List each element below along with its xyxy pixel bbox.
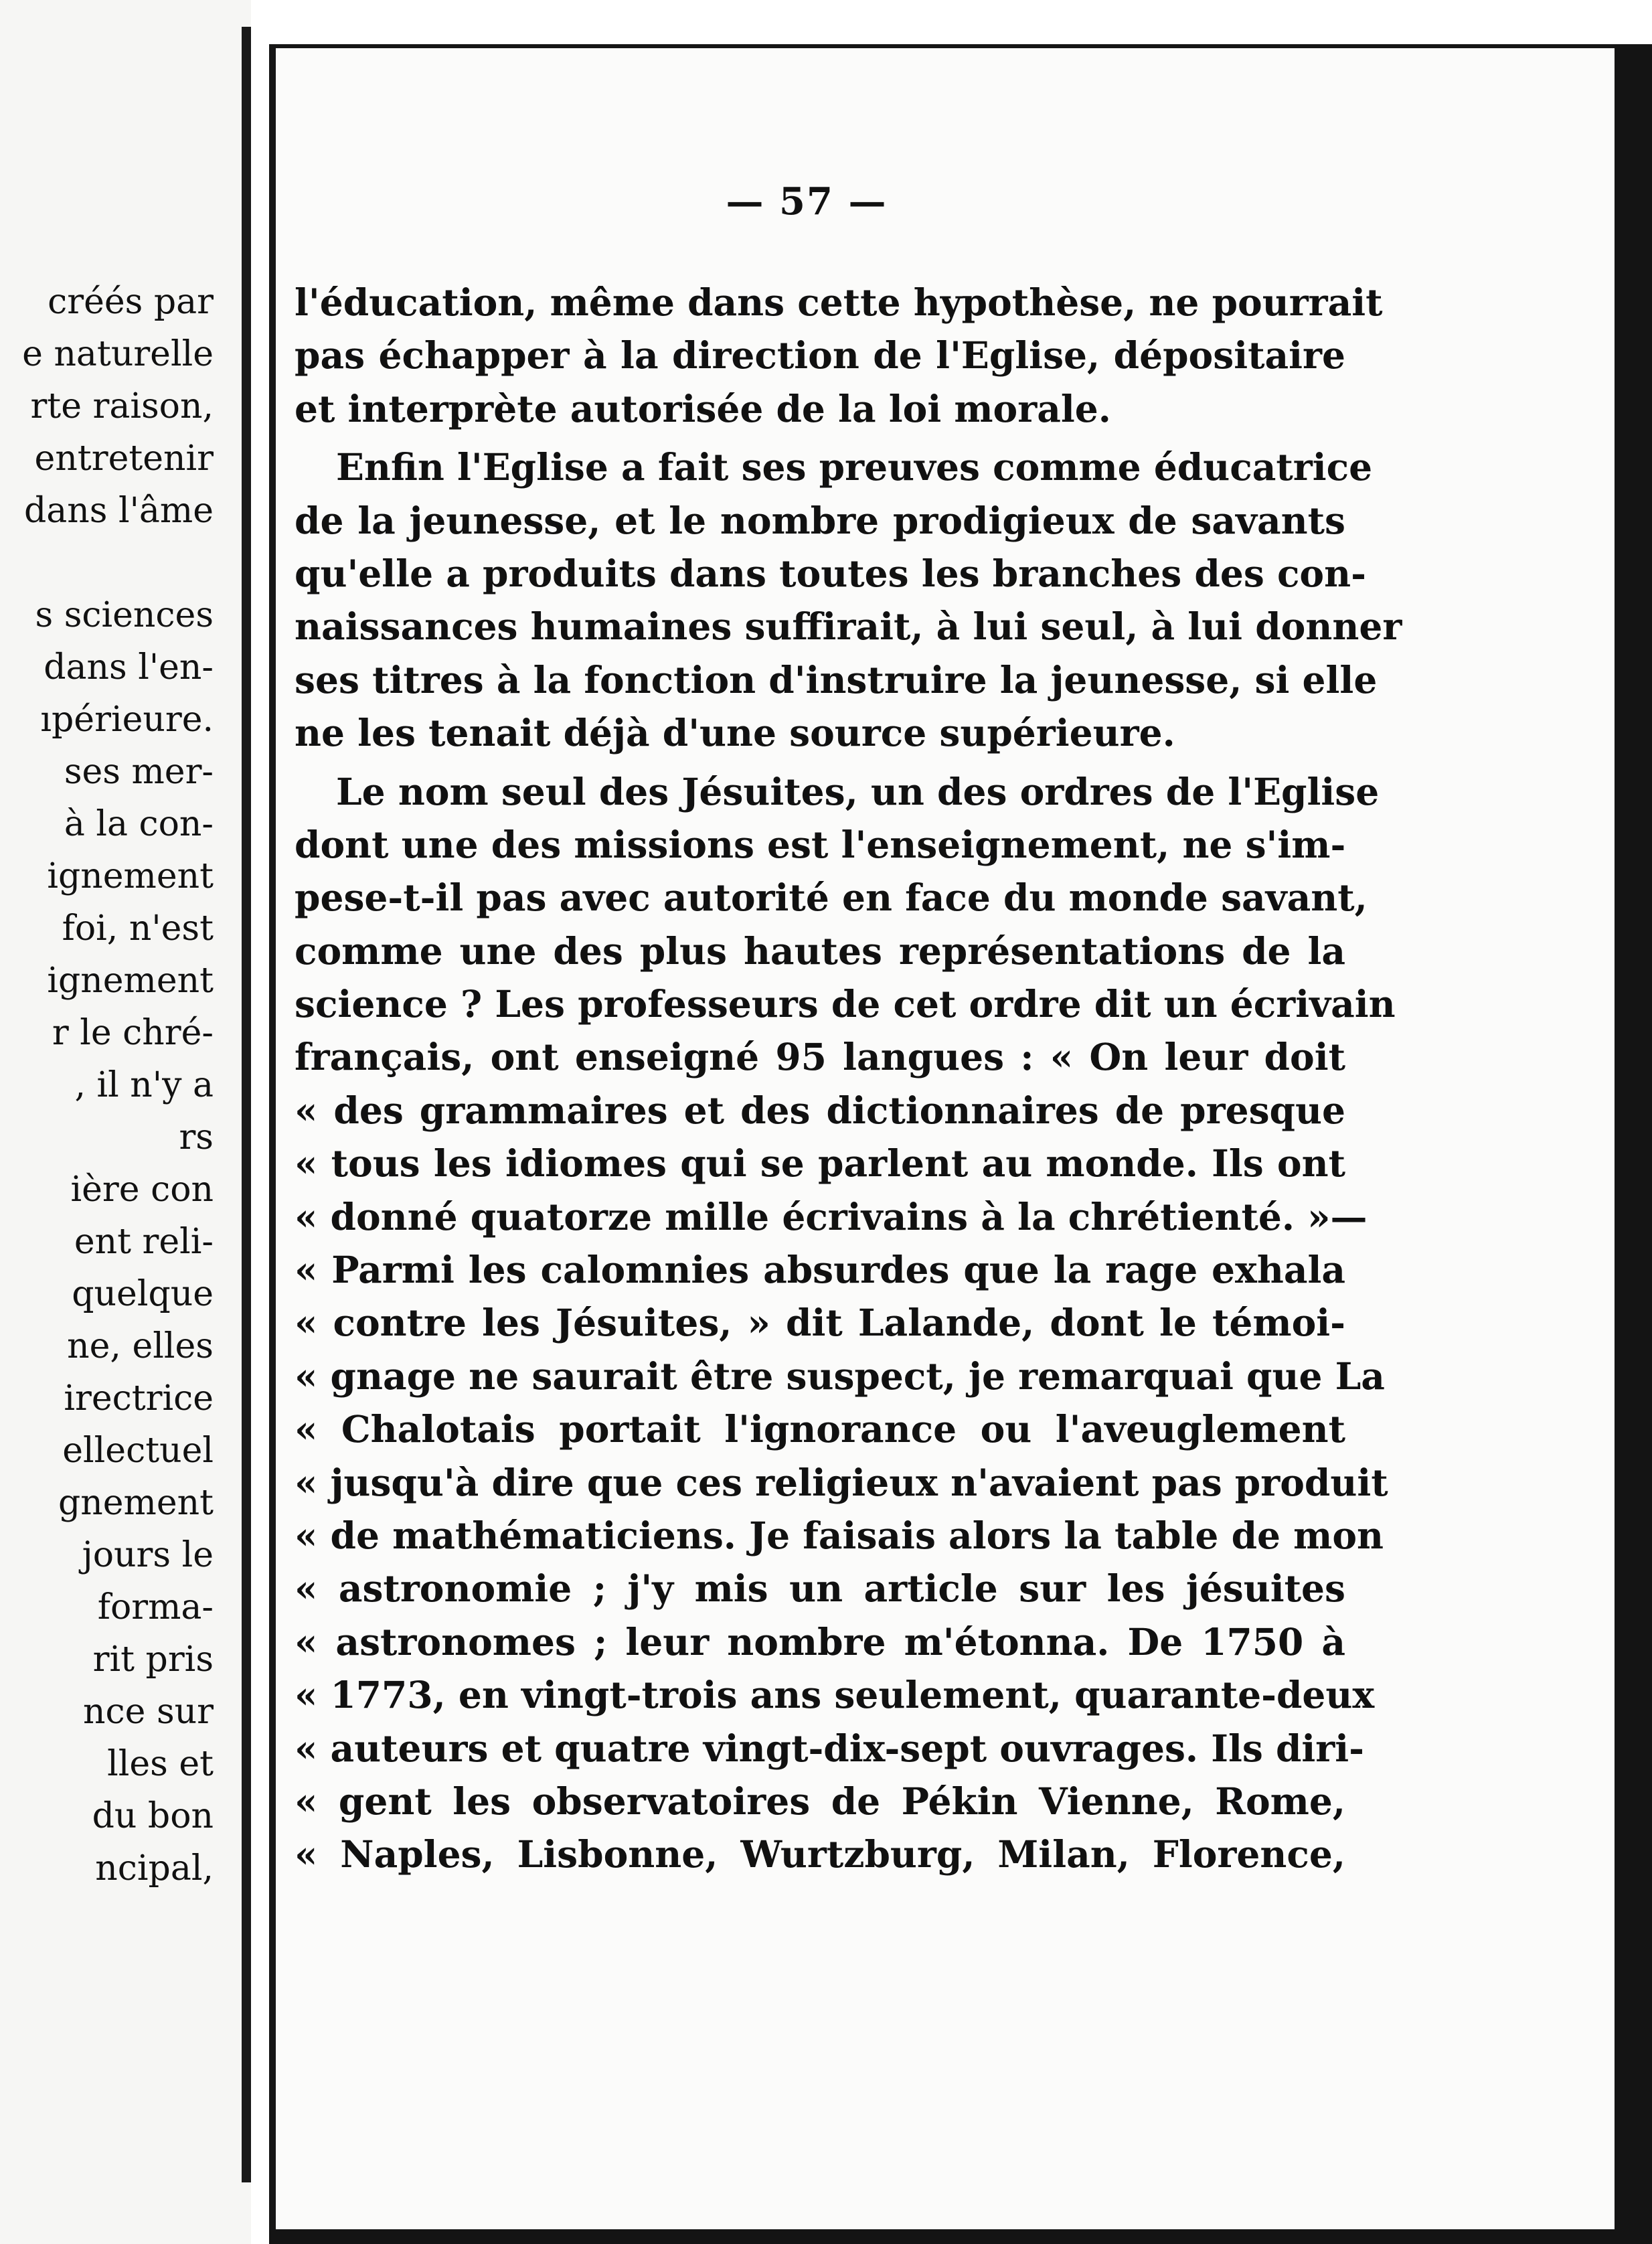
text-line: « auteurs et quatre vingt-dix-sept ouvrages. Ils diri- <box>295 1726 1365 1770</box>
text-line: ne les tenait déjà d'une source supérieure. <box>295 711 1175 755</box>
text-line: « contre les Jésuites, » dit Lalande, dont le témoi- <box>295 1301 1345 1345</box>
left-line: du bon <box>92 1796 214 1836</box>
text-line: qu'elle a produits dans toutes les branches des con- <box>295 551 1366 595</box>
left-line: r le chré- <box>52 1013 214 1053</box>
left-page-text <box>0 276 214 1895</box>
left-line: ignement <box>47 961 214 1001</box>
left-line: ıpérieure. <box>40 700 214 740</box>
text-line: pese-t-il pas avec autorité en face du monde savant, <box>295 876 1368 920</box>
left-line: ière con <box>70 1170 214 1210</box>
left-line: gnement <box>58 1483 214 1523</box>
left-line <box>0 537 214 589</box>
text-line: de la jeunesse, et le nombre prodigieux de savants <box>295 498 1345 542</box>
left-line: irectrice <box>64 1378 214 1419</box>
left-line: ses mer- <box>64 752 214 792</box>
left-line: ncipal, <box>95 1848 214 1889</box>
text-line: « jusqu'à dire que ces religieux n'avaient pas produit <box>295 1460 1388 1504</box>
text-line: « astronomie ; j'y mis un article sur les jésuites <box>295 1567 1345 1611</box>
text-line: et interprète autorisée de la loi morale. <box>295 386 1111 430</box>
left-line: foi, n'est <box>62 908 214 949</box>
text-line: dont une des missions est l'enseignement, ne s'im- <box>295 822 1346 866</box>
left-page-edge <box>242 27 251 2182</box>
left-line: ellectuel <box>62 1431 214 1471</box>
left-line: rit pris <box>92 1639 214 1680</box>
page-number: — 57 — <box>726 179 888 224</box>
text-line: Le nom seul des Jésuites, un des ordres de l'Eglise <box>336 769 1380 813</box>
text-line: « Parmi les calomnies absurdes que la rage exhala <box>295 1248 1345 1292</box>
left-line: créés par <box>48 282 214 322</box>
text-line: comme une des plus hautes représentations de la <box>295 929 1345 973</box>
left-line: , il n'y a <box>74 1065 214 1105</box>
book-gutter <box>251 0 271 2244</box>
left-line: dans l'âme <box>23 491 214 531</box>
text-line: « gent les observatoires de Pékin Vienne, Rome, <box>295 1779 1345 1823</box>
text-line: « donné quatorze mille écrivains à la chrétienté. »— <box>295 1194 1368 1238</box>
text-line: français, ont enseigné 95 langues : « On leur doit <box>295 1035 1345 1079</box>
left-line: ignement <box>47 856 214 896</box>
left-line: ent reli- <box>74 1222 214 1262</box>
text-line: « 1773, en vingt-trois ans seulement, quarante-deux <box>295 1673 1375 1717</box>
text-line: naissances humaines suffirait, à lui seul, à lui donner <box>295 605 1402 649</box>
text-line: « Chalotais portait l'ignorance ou l'aveuglement <box>295 1407 1345 1451</box>
text-line: « de mathématiciens. Je faisais alors la table de mon <box>295 1513 1384 1557</box>
left-line: e naturelle <box>22 334 214 374</box>
body-text <box>295 276 1402 1881</box>
text-line: ses titres à la fonction d'instruire la jeunesse, si elle <box>295 657 1378 702</box>
left-line: ne, elles <box>67 1326 214 1366</box>
text-line: « des grammaires et des dictionnaires de presque <box>295 1088 1345 1132</box>
text-line: pas échapper à la direction de l'Eglise, dépositaire <box>295 333 1345 378</box>
left-line: nce sur <box>83 1692 214 1732</box>
left-line: jours le <box>82 1535 214 1575</box>
left-line: entretenir <box>34 438 214 479</box>
left-line: forma- <box>97 1587 214 1627</box>
text-line: « astronomes ; leur nombre m'étonna. De 1750 à <box>295 1619 1345 1664</box>
right-page-edge <box>1615 44 1652 2233</box>
left-line: rte raison, <box>30 386 214 426</box>
text-line: « Naples, Lisbonne, Wurtzburg, Milan, Florence, <box>295 1832 1345 1876</box>
left-line: dans l'en- <box>44 647 214 688</box>
left-line: s sciences <box>35 595 214 635</box>
left-line: quelque <box>72 1274 214 1314</box>
text-line: science ? Les professeurs de cet ordre dit un écrivain <box>295 982 1396 1026</box>
left-line: lles et <box>107 1744 214 1784</box>
bottom-page-edge <box>269 2229 1652 2244</box>
text-line: l'éducation, même dans cette hypothèse, ne pourrait <box>295 280 1383 324</box>
left-facing-page <box>0 0 251 2244</box>
text-line: « gnage ne saurait être suspect, je remarquai que La <box>295 1354 1385 1398</box>
text-line: Enfin l'Eglise a fait ses preuves comme éducatrice <box>336 445 1373 489</box>
left-line: rs <box>179 1117 214 1157</box>
left-line: à la con- <box>64 804 214 844</box>
text-line: « tous les idiomes qui se parlent au monde. Ils ont <box>295 1141 1345 1186</box>
